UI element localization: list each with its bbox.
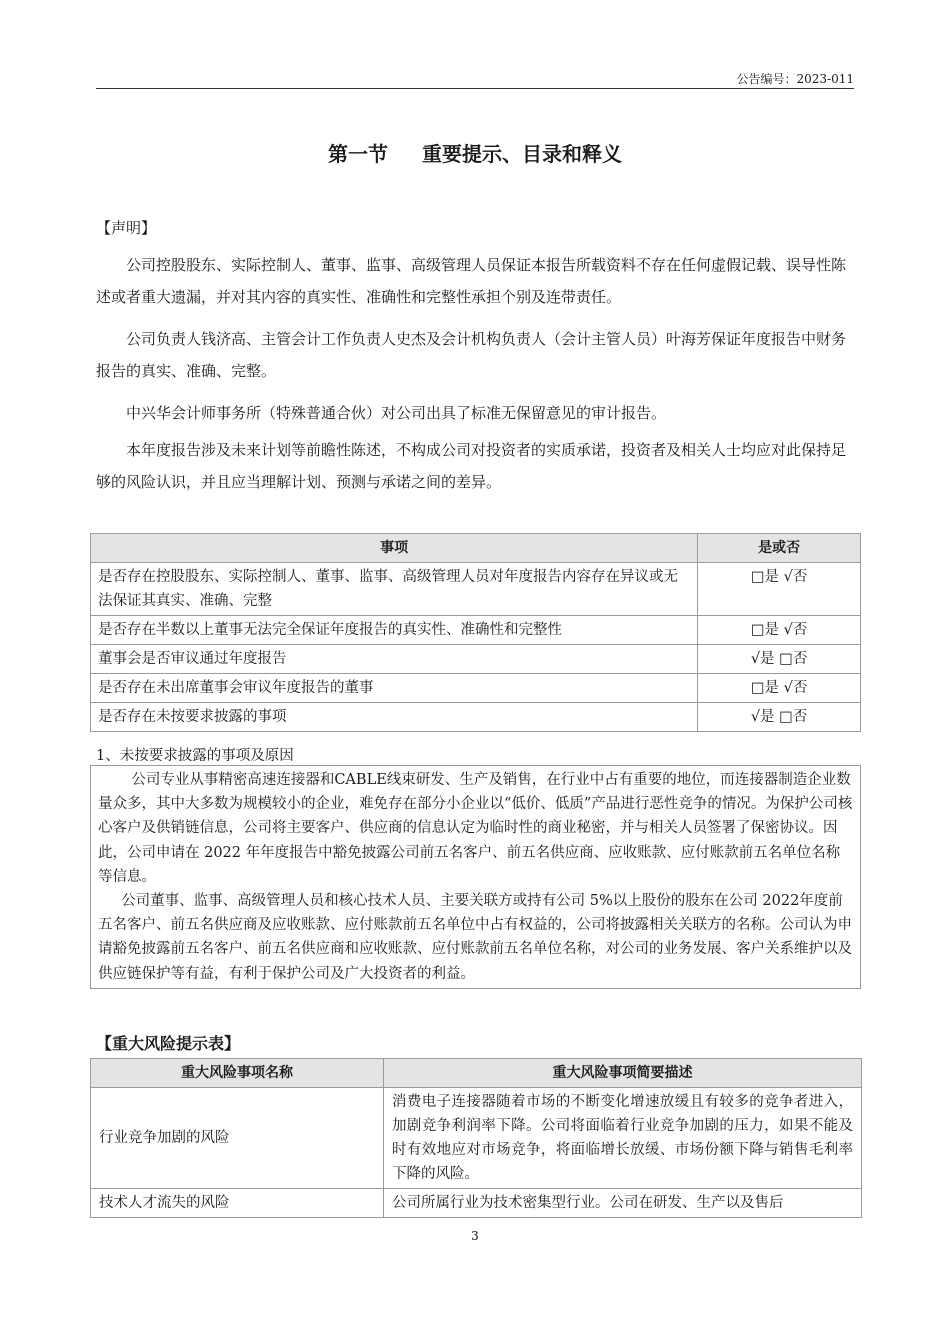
- table-row: [91, 674, 861, 703]
- matters-table: [90, 533, 861, 732]
- section-name: 重要提示、目录和释义: [422, 142, 622, 166]
- nondisclosure-paragraph: 公司专业从事精密高速连接器和CABLE线束研发、生产及销售，在行业中占有重要的地位，而连接器制造企业数量众多，其中大多数为规模较小的企业，难免存在部分小企业以“低价、低质”产品进行恶性竞争的情况。为保护公司核心客户及供销链信息，公司将主要客户、供应商的信息认定为临时性的商业秘密，并与相关人员签署了保密协议。因此，公司申请在 2022 年年度报告中豁免披露公司前五名客户、前五名供应商、应收账款、应付账款前五名单位名称等信息。: [98, 772, 853, 885]
- column-header: 重大风险事项名称: [91, 1059, 384, 1088]
- risk-description: 公司所属行业为技术密集型行业。公司在研发、生产以及售后: [384, 1189, 862, 1218]
- nondisclosure-paragraph: 公司董事、监事、高级管理人员和核心技术人员、主要关联方或持有公司 5%以上股份的股东在公司 2022年度前五名客户、前五名供应商及应收账款、应付账款前五名单位中占有权益的，公司将披露相关关联方的名称。公司认为申请豁免披露前五名客户、前五名供应商和应收账款、应付账款前五名单位名称，对公司的业务发展、客户关系维护以及供应链保护等有益，有利于保护公司及广大投资者的利益。: [98, 893, 852, 982]
- matter-answer: □是 √否: [698, 616, 861, 645]
- matter-item: 是否存在未按要求披露的事项: [91, 703, 698, 732]
- matter-item: 董事会是否审议通过年度报告: [91, 645, 698, 674]
- matter-item: 是否存在控股股东、实际控制人、董事、监事、高级管理人员对年度报告内容存在异议或无法保证其真实、准确、完整: [91, 563, 698, 616]
- matter-item: 是否存在未出席董事会审议年度报告的董事: [91, 674, 698, 703]
- statement-heading: 【声明】: [96, 219, 157, 237]
- column-header: 重大风险事项简要描述: [384, 1059, 862, 1088]
- matter-answer: √是 □否: [698, 645, 861, 674]
- matter-answer: √是 □否: [698, 703, 861, 732]
- statement-paragraph: 公司控股股东、实际控制人、董事、监事、高级管理人员保证本报告所载资料不存在任何虚假记载、误导性陈述或者重大遗漏，并对其内容的真实性、准确性和完整性承担个别及连带责任。: [96, 256, 847, 306]
- table-row: [91, 703, 861, 732]
- statement-paragraph: 中兴华会计师事务所（特殊普通合伙）对公司出具了标准无保留意见的审计报告。: [126, 404, 667, 422]
- risk-name: 技术人才流失的风险: [91, 1189, 384, 1218]
- page-number: 3: [471, 1229, 479, 1243]
- table-row: [91, 616, 861, 645]
- column-header: 事项: [91, 534, 698, 563]
- column-header: 是或否: [698, 534, 861, 563]
- table-row: [91, 1189, 862, 1218]
- nondisclosure-box: [90, 765, 861, 989]
- risk-table: [90, 1058, 862, 1218]
- table-row: [91, 1088, 862, 1189]
- table-header-row: [91, 1059, 862, 1088]
- section-title: [0, 138, 950, 167]
- notice-number: 公告编号：2023-011: [736, 72, 854, 86]
- risk-name: 行业竞争加剧的风险: [91, 1088, 384, 1189]
- nondisclosure-heading: 1、未按要求披露的事项及原因: [96, 748, 294, 764]
- table-header-row: [91, 534, 861, 563]
- statement-paragraph: 本年度报告涉及未来计划等前瞻性陈述，不构成公司对投资者的实质承诺，投资者及相关人士均应对此保持足够的风险认识，并且应当理解计划、预测与承诺之间的差异。: [96, 441, 847, 491]
- table-row: [91, 645, 861, 674]
- matter-answer: □是 √否: [698, 674, 861, 703]
- table-row: [91, 563, 861, 616]
- statement-paragraph: 公司负责人钱济高、主管会计工作负责人史杰及会计机构负责人（会计主管人员）叶海芳保证年度报告中财务报告的真实、准确、完整。: [96, 330, 847, 380]
- section-number: 第一节: [328, 142, 388, 166]
- risk-table-heading: 【重大风险提示表】: [96, 1034, 241, 1053]
- risk-description: 消费电子连接器随着市场的不断变化增速放缓且有较多的竞争者进入，加剧竞争利润率下降。公司将面临着行业竞争加剧的压力，如果不能及时有效地应对市场竞争，将面临增长放缓、市场份额下降与销售毛利率下降的风险。: [384, 1088, 862, 1189]
- matter-answer: □是 √否: [698, 563, 861, 616]
- matter-item: 是否存在半数以上董事无法完全保证年度报告的真实性、准确性和完整性: [91, 616, 698, 645]
- header-divider: [96, 88, 854, 89]
